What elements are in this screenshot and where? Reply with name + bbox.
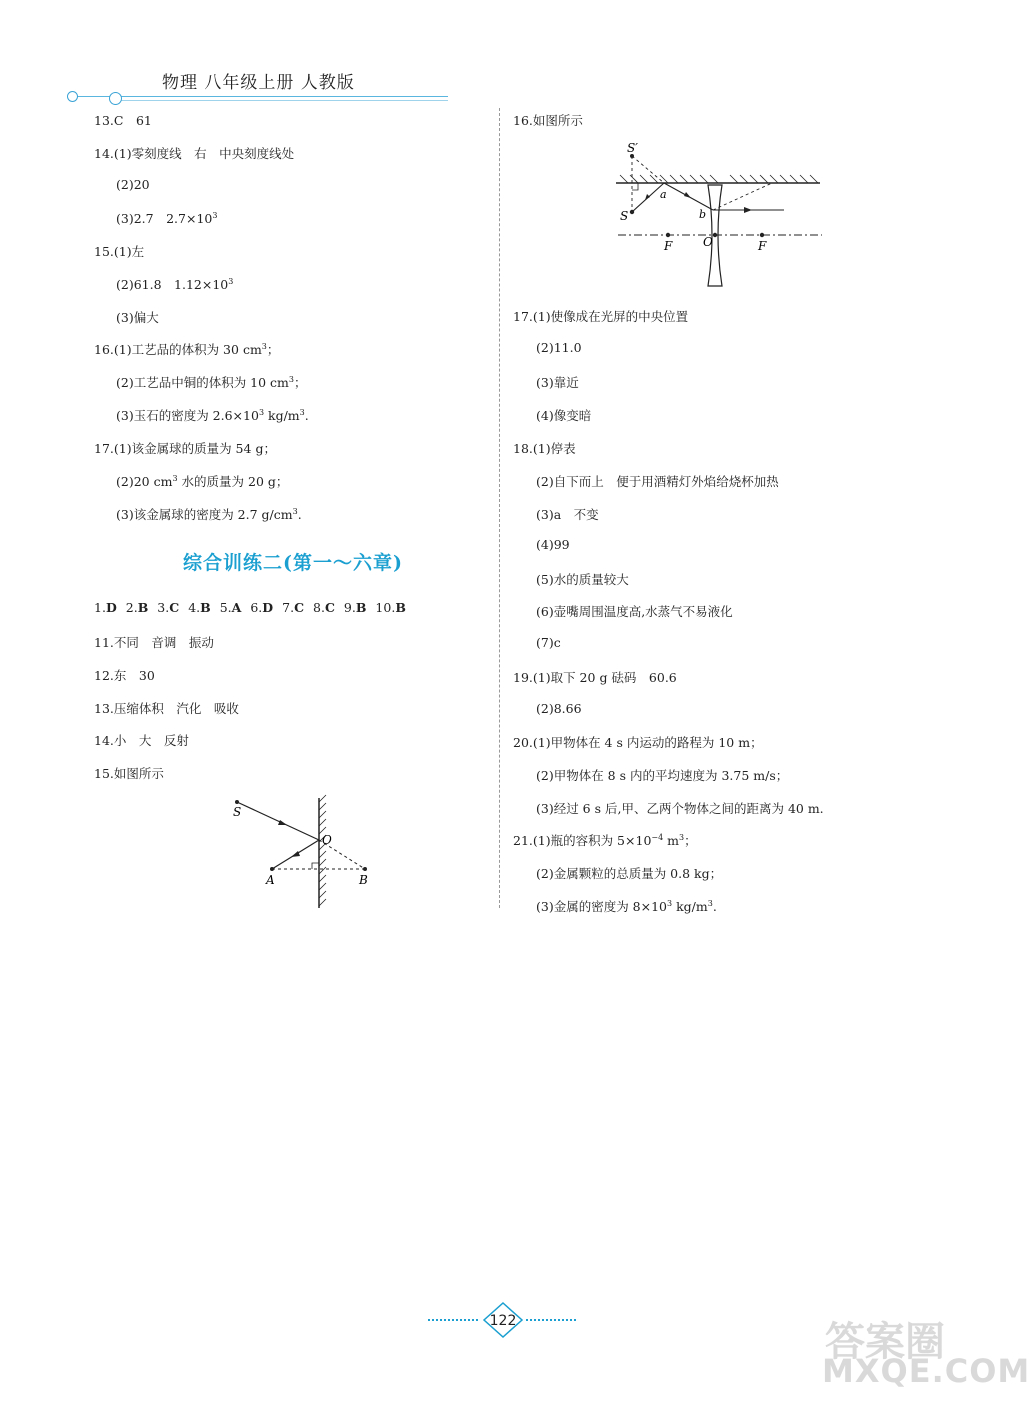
mc-answer (157, 600, 179, 615)
mc-letter: C (324, 600, 335, 615)
answer-r18-2: (2)自下而上 便于用酒精灯外焰给烧杯加热 (536, 474, 779, 489)
mc-number: 8. (313, 600, 325, 615)
answer-r21-1: 21.(1)瓶的容积为 $5\times 10^{-4}$ $m^3$； (513, 833, 697, 848)
label-O: O (322, 833, 332, 847)
answer-17-3: (3)该金属球的密度为 2.7 $g/cm^3$. (116, 507, 302, 522)
answer-r16: 16.如图所示 (513, 113, 583, 128)
mc-number: 5. (219, 600, 232, 615)
answer-r18-1: 18.(1)停表 (513, 441, 576, 456)
mc-number: 4. (188, 600, 201, 615)
mc-letter: A (231, 600, 242, 615)
answer-r19-1: 19.(1)取下 20 g 砝码 60.6 (513, 670, 677, 685)
answer-15-3: (3)偏大 (116, 310, 159, 325)
answer-15-1: 15.(1)左 (94, 244, 145, 259)
answer-12: 12.东 30 (94, 668, 155, 683)
mc-answer (344, 600, 367, 615)
label-b: b (699, 208, 707, 221)
header-dot-icon (67, 91, 78, 102)
column-divider (499, 108, 500, 908)
mc-letter: B (200, 600, 211, 615)
section-title: 综合训练二(第一～六章) (183, 552, 403, 574)
header-ring-icon (109, 92, 122, 105)
mc-letter: B (355, 600, 367, 615)
label-a: a (660, 188, 667, 201)
multiple-choice-answers (94, 600, 415, 615)
watermark-url: MXQE.COM (822, 1352, 1030, 1390)
mc-letter: D (262, 600, 274, 615)
mc-answer (375, 600, 405, 615)
answer-r19-2: (2)8.66 (536, 701, 582, 716)
watermark-logo: 答案圈 (825, 1319, 945, 1365)
label-F-right: F (758, 239, 767, 253)
mc-letter: C (294, 600, 305, 615)
label-B: B (359, 873, 368, 887)
answer-14-2: (2)20 (116, 177, 150, 192)
mc-answer (220, 600, 242, 615)
mc-number: 10. (375, 600, 396, 615)
answer-14-3: (3)2.7 $2.7\times 10^3$ (116, 211, 218, 226)
label-S: S (620, 209, 629, 223)
answer-17-2: (2)20 $cm^3$ 水的质量为 20 g； (116, 474, 289, 489)
mc-number: 6. (250, 600, 263, 615)
answer-r20-1: 20.(1)甲物体在 4 s 内运动的路程为 10 m； (513, 735, 763, 750)
mc-letter: D (105, 600, 117, 615)
answer-r21-2: (2)金属颗粒的总质量为 0.8 kg； (536, 866, 723, 881)
answer-16-1: 16.(1)工艺品的体积为 30 $cm^3$； (94, 342, 280, 357)
mc-answer (188, 600, 211, 615)
answer-14b: 14.小 大 反射 (94, 733, 189, 748)
header-rule (72, 96, 448, 97)
mc-number: 2. (125, 600, 138, 615)
mc-number: 3. (157, 600, 170, 615)
label-S-prime: S′ (627, 141, 638, 155)
answer-r18-7: (7)c (536, 635, 561, 650)
answer-r18-4: (4)99 (536, 537, 570, 552)
answer-13: 13.C 61 (94, 113, 152, 128)
page-header-title: 物理 八年级上册 人教版 (162, 73, 355, 93)
answer-16-2: (2)工艺品中铜的体积为 10 $cm^3$； (116, 375, 307, 390)
answer-16-3: (3)玉石的密度为 $2.6\times 10^3$ $kg/m^3$. (116, 408, 309, 423)
mc-answer (94, 600, 117, 615)
mirror-reflection-figure (225, 792, 385, 912)
mc-number: 7. (282, 600, 295, 615)
mc-letter: B (137, 600, 149, 615)
mc-letter: C (169, 600, 180, 615)
answer-17-1: 17.(1)该金属球的质量为 54 g； (94, 441, 276, 456)
mc-number: 9. (343, 600, 356, 615)
mc-number: 1. (94, 600, 106, 615)
answer-r18-6: (6)壶嘴周围温度高,水蒸气不易液化 (536, 604, 733, 619)
answer-11: 11.不同 音调 振动 (94, 635, 214, 650)
label-S: S (233, 805, 242, 819)
lens-mirror-figure (612, 140, 827, 290)
mc-answer (250, 600, 273, 615)
answer-r17-4: (4)像变暗 (536, 408, 592, 423)
label-F-left: F (664, 239, 673, 253)
label-O: O (703, 235, 713, 249)
label-A: A (266, 873, 275, 887)
answer-r18-3: (3)a 不变 (536, 507, 599, 522)
answer-r21-3: (3)金属的密度为 $8\times 10^3$ $kg/m^3$. (536, 899, 717, 914)
mc-answer (313, 600, 335, 615)
answer-r20-2: (2)甲物体在 8 s 内的平均速度为 3.75 m/s； (536, 768, 789, 783)
answer-r17-2: (2)11.0 (536, 340, 582, 355)
header-rule-secondary (118, 100, 448, 101)
answer-14-1: 14.(1)零刻度线 右 中央刻度线处 (94, 146, 295, 161)
answer-13b: 13.压缩体积 汽化 吸收 (94, 701, 239, 716)
answer-r18-5: (5)水的质量较大 (536, 572, 629, 587)
answer-15b: 15.如图所示 (94, 766, 164, 781)
answer-15-2: (2)61.8 $1.12\times 10^3$ (116, 277, 234, 292)
page-number: 122 (489, 1313, 517, 1329)
answer-r17-1: 17.(1)使像成在光屏的中央位置 (513, 309, 689, 324)
answer-r20-3: (3)经过 6 s 后,甲、乙两个物体之间的距离为 40 m. (536, 801, 824, 816)
answer-r17-3: (3)靠近 (536, 375, 579, 390)
mc-letter: B (395, 600, 406, 615)
mc-answer (282, 600, 304, 615)
page-number-badge (428, 1302, 578, 1338)
mc-answer (126, 600, 149, 615)
